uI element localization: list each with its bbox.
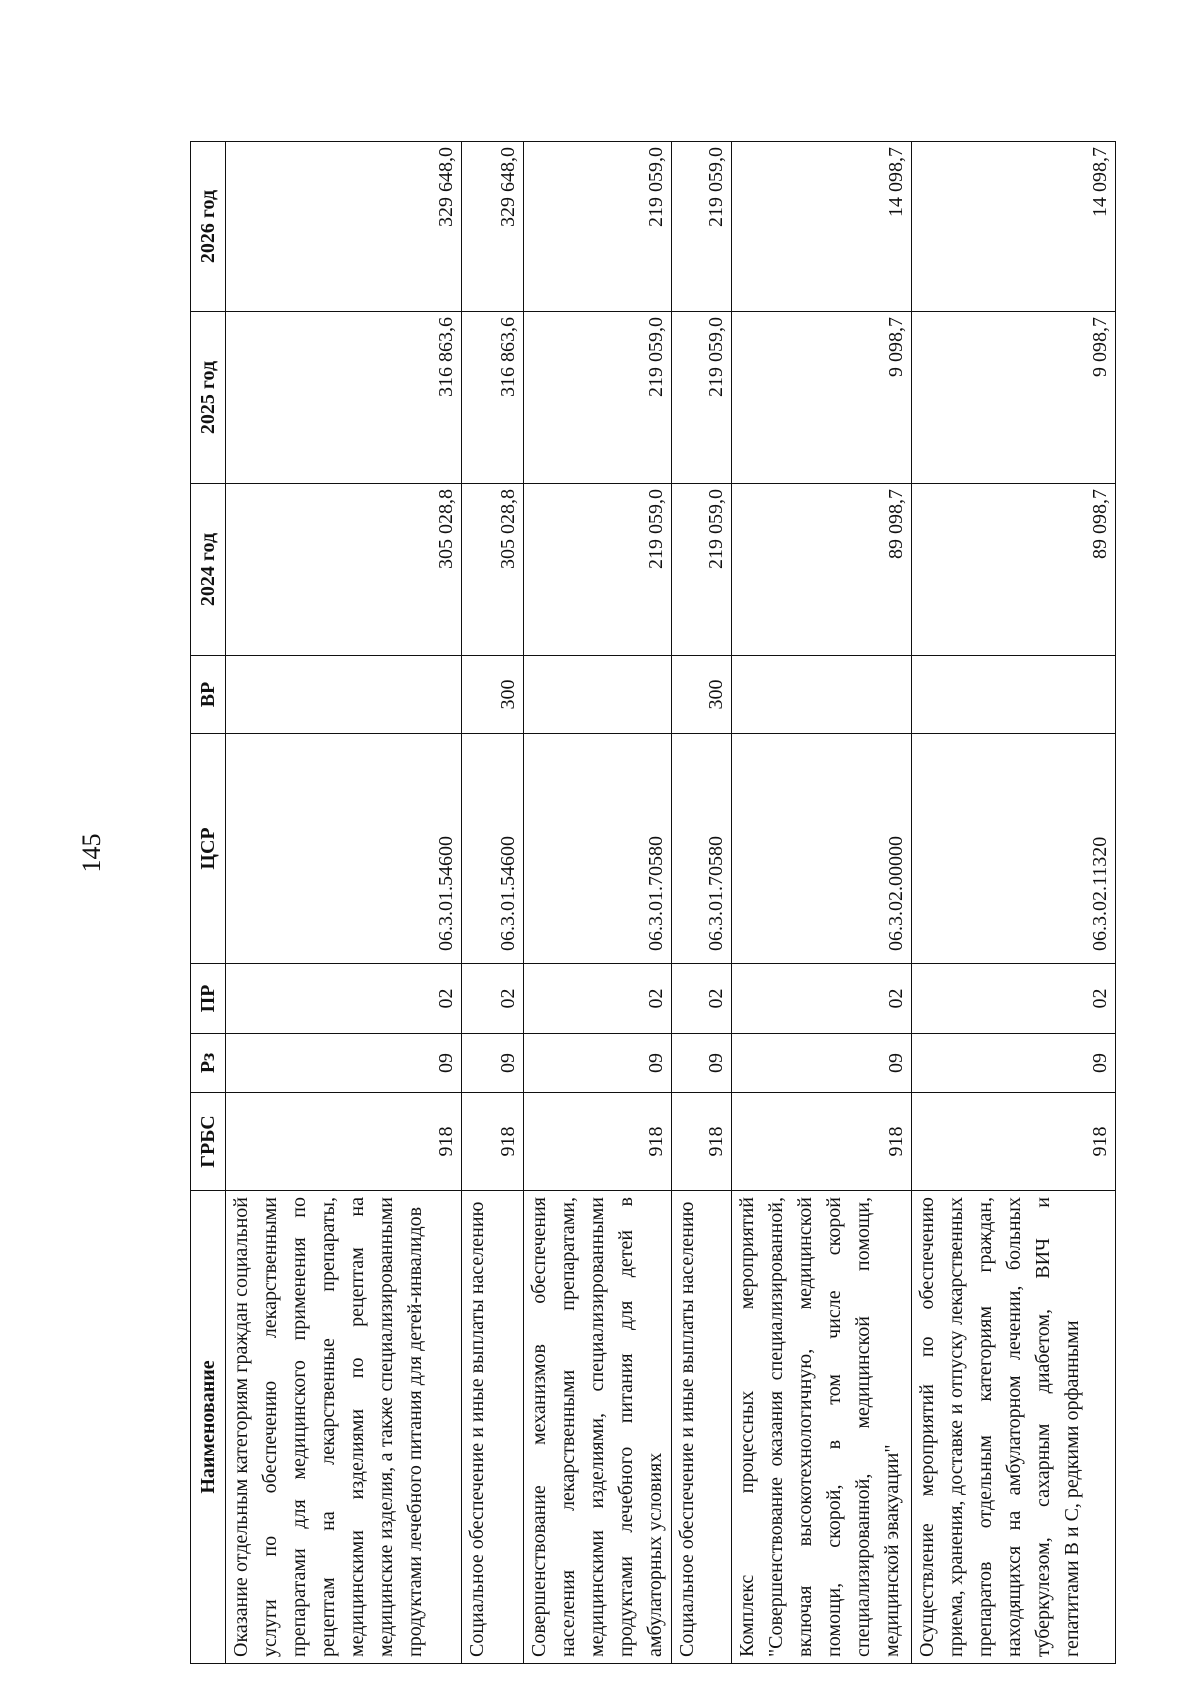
row-2024: 89 098,7 — [912, 484, 1116, 656]
budget-table — [190, 141, 1116, 1664]
row-name: Социальное обеспечение и иные выплаты населению — [462, 1191, 524, 1664]
row-name: Совершенствование механизмов обеспечения населения лекарственными препаратами, медицинскими изделиями, специализированными продуктами лечебного питания для детей в амбулаторных условиях — [524, 1191, 672, 1664]
row-name: Оказание отдельным категориям граждан социальной услуги по обеспечению лекарственными препаратами для медицинского применения по рецептам на лекарственные препараты, медицинскими изделиями по рецептам на медицинские изделия, а также специализированными продуктами лечебного питания для детей-инвалидов — [226, 1191, 462, 1664]
row-rz: 09 — [732, 1034, 912, 1093]
table-row — [732, 142, 912, 1664]
row-2026: 329 648,0 — [226, 142, 462, 312]
row-vr: 300 — [672, 656, 732, 734]
row-2026: 219 059,0 — [672, 142, 732, 312]
row-grbs: 918 — [226, 1093, 462, 1191]
table-row — [912, 142, 1116, 1664]
row-2024: 305 028,8 — [462, 484, 524, 656]
row-name: Социальное обеспечение и иные выплаты населению — [672, 1191, 732, 1664]
row-pr: 02 — [672, 964, 732, 1034]
row-vr — [226, 656, 462, 734]
header-2026: 2026 год — [191, 142, 226, 312]
row-grbs: 918 — [912, 1093, 1116, 1191]
row-rz: 09 — [524, 1034, 672, 1093]
row-pr: 02 — [462, 964, 524, 1034]
row-2026: 219 059,0 — [524, 142, 672, 312]
row-pr: 02 — [226, 964, 462, 1034]
row-grbs: 918 — [462, 1093, 524, 1191]
row-grbs: 918 — [672, 1093, 732, 1191]
header-2024: 2024 год — [191, 484, 226, 656]
row-2024: 219 059,0 — [524, 484, 672, 656]
row-csr: 06.3.02.11320 — [912, 734, 1116, 964]
table-header-row — [191, 142, 226, 1664]
row-2025: 316 863,6 — [462, 312, 524, 484]
row-2025: 9 098,7 — [732, 312, 912, 484]
header-grbs: ГРБС — [191, 1093, 226, 1191]
row-2024: 89 098,7 — [732, 484, 912, 656]
row-csr: 06.3.01.70580 — [524, 734, 672, 964]
row-2025: 219 059,0 — [672, 312, 732, 484]
budget-table-rotated — [190, 142, 1111, 1664]
row-rz: 09 — [226, 1034, 462, 1093]
row-vr — [912, 656, 1116, 734]
table-row — [226, 142, 462, 1664]
row-2026: 14 098,7 — [912, 142, 1116, 312]
row-pr: 02 — [524, 964, 672, 1034]
table-row — [672, 142, 732, 1664]
row-2024: 219 059,0 — [672, 484, 732, 656]
header-csr: ЦСР — [191, 734, 226, 964]
row-csr: 06.3.01.54600 — [226, 734, 462, 964]
row-csr: 06.3.01.54600 — [462, 734, 524, 964]
row-pr: 02 — [732, 964, 912, 1034]
table-row — [524, 142, 672, 1664]
header-vr: ВР — [191, 656, 226, 734]
header-pr: ПР — [191, 964, 226, 1034]
row-pr: 02 — [912, 964, 1116, 1034]
row-2026: 14 098,7 — [732, 142, 912, 312]
header-name: Наименование — [191, 1191, 226, 1664]
row-csr: 06.3.02.00000 — [732, 734, 912, 964]
row-rz: 09 — [912, 1034, 1116, 1093]
row-vr — [524, 656, 672, 734]
header-rz: Рз — [191, 1034, 226, 1093]
page-number: 145 — [77, 833, 106, 873]
row-rz: 09 — [672, 1034, 732, 1093]
row-csr: 06.3.01.70580 — [672, 734, 732, 964]
row-grbs: 918 — [524, 1093, 672, 1191]
row-2026: 329 648,0 — [462, 142, 524, 312]
table-row — [462, 142, 524, 1664]
row-2024: 305 028,8 — [226, 484, 462, 656]
row-2025: 9 098,7 — [912, 312, 1116, 484]
row-grbs: 918 — [732, 1093, 912, 1191]
row-vr: 300 — [462, 656, 524, 734]
row-rz: 09 — [462, 1034, 524, 1093]
header-2025: 2025 год — [191, 312, 226, 484]
row-2025: 316 863,6 — [226, 312, 462, 484]
row-2025: 219 059,0 — [524, 312, 672, 484]
row-vr — [732, 656, 912, 734]
row-name: Осуществление мероприятий по обеспечению приема, хранения, доставке и отпуску лекарственных препаратов отдельным категориям граждан, находящихся на амбулаторном лечении, больных туберкулезом, сахарным диабетом, ВИЧ и гепатитами В и С, редкими орфанными — [912, 1191, 1116, 1664]
row-name: Комплекс процессных мероприятий "Совершенствование оказания специализированной, включая высокотехнологичную, медицинской помощи, скорой, в том числе скорой специализированной, медицинской помощи, медицинской эвакуации" — [732, 1191, 912, 1664]
